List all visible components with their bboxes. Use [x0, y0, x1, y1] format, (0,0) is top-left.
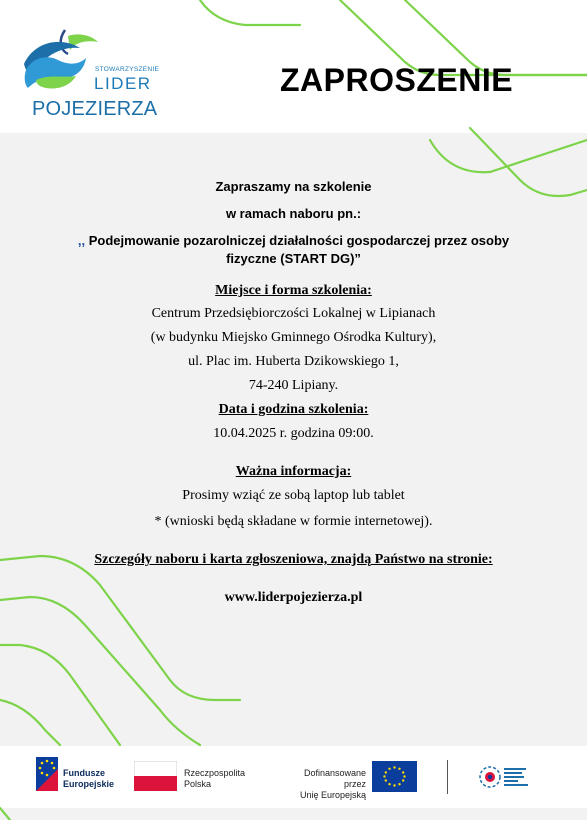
eu-line-2: Unię Europejską	[299, 790, 366, 800]
eu-line-1: Dofinansowane przez	[303, 768, 366, 789]
info-heading: Ważna informacja:	[235, 464, 352, 479]
eu-funding-text	[282, 768, 366, 801]
place-line-2: (w budynku Miejsko Gminnego Ośrodka Kultury),	[150, 330, 437, 345]
ksow-rural-network-icon	[478, 763, 542, 793]
date-value: 10.04.2025 r. godzina 09:00.	[213, 426, 374, 441]
logo-name-lider: LIDER	[94, 74, 152, 93]
intro-line-1: Zapraszamy na szkolenie	[215, 179, 372, 194]
intro-line-2: w ramach naboru pn.:	[225, 206, 362, 221]
program-title-line-1	[30, 233, 557, 248]
place-line-1: Centrum Przedsiębiorczości Lokalnej w Lipianach	[151, 306, 436, 321]
program-title-line-2: fizyczne (START DG)”	[226, 251, 361, 266]
details-heading: Szczegóły naboru i karta zgłoszeniowa, znajdą Państwo na stronie:	[94, 552, 493, 567]
program-open-quote: ,,	[77, 233, 86, 248]
logo-name-pojezierza: POJEZIERZA	[32, 98, 158, 120]
poland-flag-icon	[134, 761, 177, 791]
rp-line-2: Polska	[184, 779, 212, 789]
fe-line-2: Europejskie	[63, 779, 115, 789]
website-link[interactable]: www.liderpojezierza.pl	[224, 590, 363, 605]
date-heading: Data i godzina szkolenia:	[218, 402, 369, 417]
rp-line-1: Rzeczpospolita	[184, 768, 246, 778]
place-heading: Miejsce i forma szkolenia:	[215, 283, 372, 298]
fe-logo-text	[63, 768, 114, 790]
footer-divider	[447, 760, 448, 794]
fundusze-europejskie-icon	[36, 757, 58, 791]
logo-association-label: STOWARZYSZENIE	[95, 66, 160, 73]
place-line-4: 74-240 Lipiany.	[248, 378, 339, 393]
page-title: ZAPROSZENIE	[280, 62, 514, 98]
eu-flag-icon	[372, 761, 417, 792]
info-line-2: * (wnioski będą składane w formie internetowej).	[154, 514, 433, 529]
place-line-3: ul. Plac im. Huberta Dzikowskiego 1,	[188, 354, 399, 369]
fe-line-1: Fundusze	[63, 768, 105, 778]
program-title-text: Podejmowanie pozarolniczej działalności gospodarczej przez osoby	[85, 233, 510, 248]
info-line-1: Prosimy wziąć ze sobą laptop lub tablet	[182, 488, 405, 503]
rp-logo-text	[184, 768, 245, 790]
